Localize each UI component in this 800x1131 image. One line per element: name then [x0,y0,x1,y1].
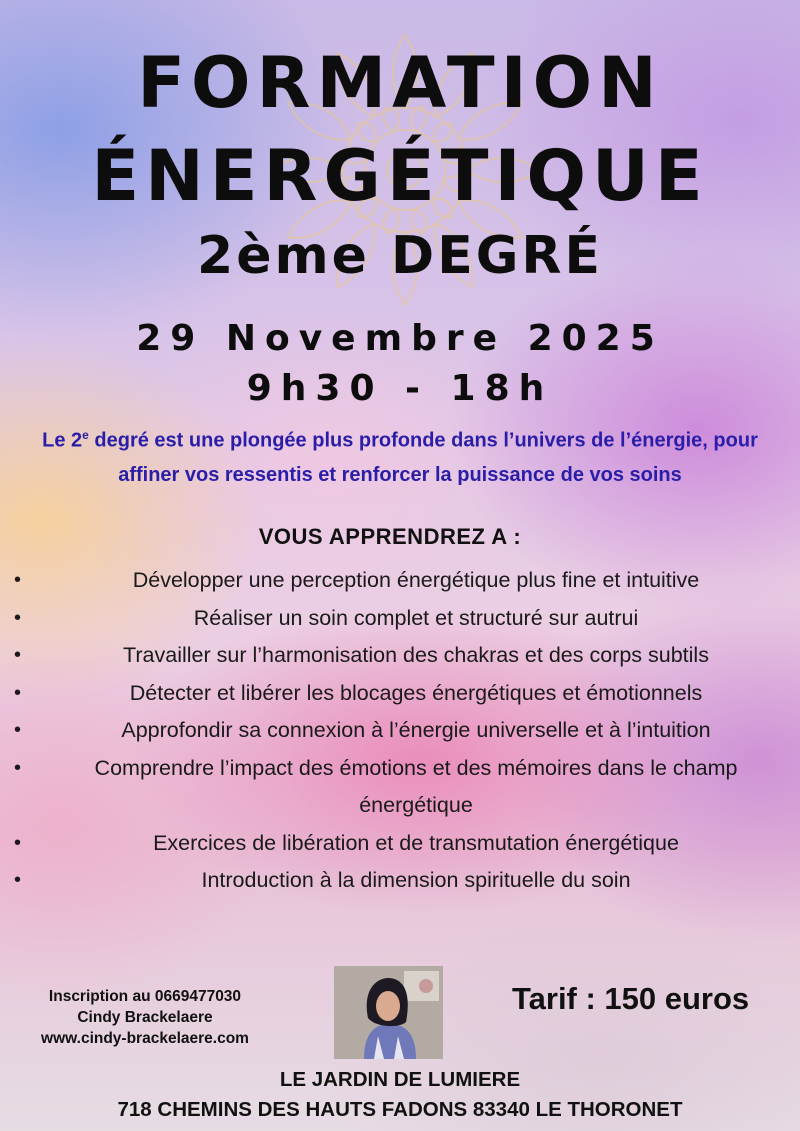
bullet-icon: • [14,569,22,591]
contact-website: www.cindy-brackelaere.com [41,1030,249,1047]
venue-name: LE JARDIN DE LUMIERE [279,1068,521,1091]
bullet-icon: • [14,869,22,891]
list-item [14,637,792,675]
list-item-text: Réaliser un soin complet et structuré sur autrui [193,605,639,630]
list-item-text: Développer une perception énergétique plus fine et intuitive [132,568,700,592]
title-line-2: ÉNERGÉTIQUE [91,135,709,217]
title-line-1: FORMATION [137,42,663,124]
list-item [14,562,792,600]
venue-address: 718 CHEMINS DES HAUTS FADONS 83340 LE THORONET [117,1098,683,1121]
contact-block [6,986,284,1049]
intro-paragraph [10,418,790,492]
list-item-text: Détecter et libérer les blocages énergétiques et émotionnels [129,680,703,705]
learn-heading: VOUS APPRENDREZ A : [258,524,522,549]
bullet-icon: • [14,644,22,666]
list-item [14,825,792,863]
list-item [14,675,792,713]
list-item-text: Approfondir sa connexion à l’énergie universelle et à l’intuition [121,718,711,742]
list-item [14,712,792,750]
bullet-icon: • [14,681,22,704]
list-item-text: Comprendre l’impact des émotions et des mémoires dans le champ énergétique [94,755,738,817]
event-hours: 9h30 - 18h [246,368,554,409]
portrait-photo [334,966,443,1059]
bullet-icon: • [14,831,22,854]
intro-superscript: e [82,428,89,442]
contact-name: Cindy Brackelaere [77,1009,213,1026]
price-label: Tarif : 150 euros [512,981,750,1016]
learn-list [14,562,792,900]
title-degree: 2ème DEGRÉ [197,226,603,286]
bullet-icon: • [14,719,22,741]
list-item-text: Introduction à la dimension spirituelle du soin [201,868,631,892]
list-item [14,862,792,900]
intro-part-1: Le 2 [42,429,83,452]
bullet-icon: • [14,756,22,779]
person-icon [334,966,443,1059]
contact-phone: Inscription au 0669477030 [48,988,242,1005]
event-date: 29 Novembre 2025 [136,318,664,359]
bullet-icon: • [14,606,22,629]
list-item-text: Travailler sur l’harmonisation des chakras et des corps subtils [123,643,709,667]
list-item [14,750,792,825]
list-item-text: Exercices de libération et de transmutation énergétique [153,830,679,855]
list-item [14,600,792,638]
intro-part-2: degré est une plongée plus profonde dans l’univers de l’énergie, pour affiner vos ressentis et renforcer la puissance de vos soins [88,429,758,486]
